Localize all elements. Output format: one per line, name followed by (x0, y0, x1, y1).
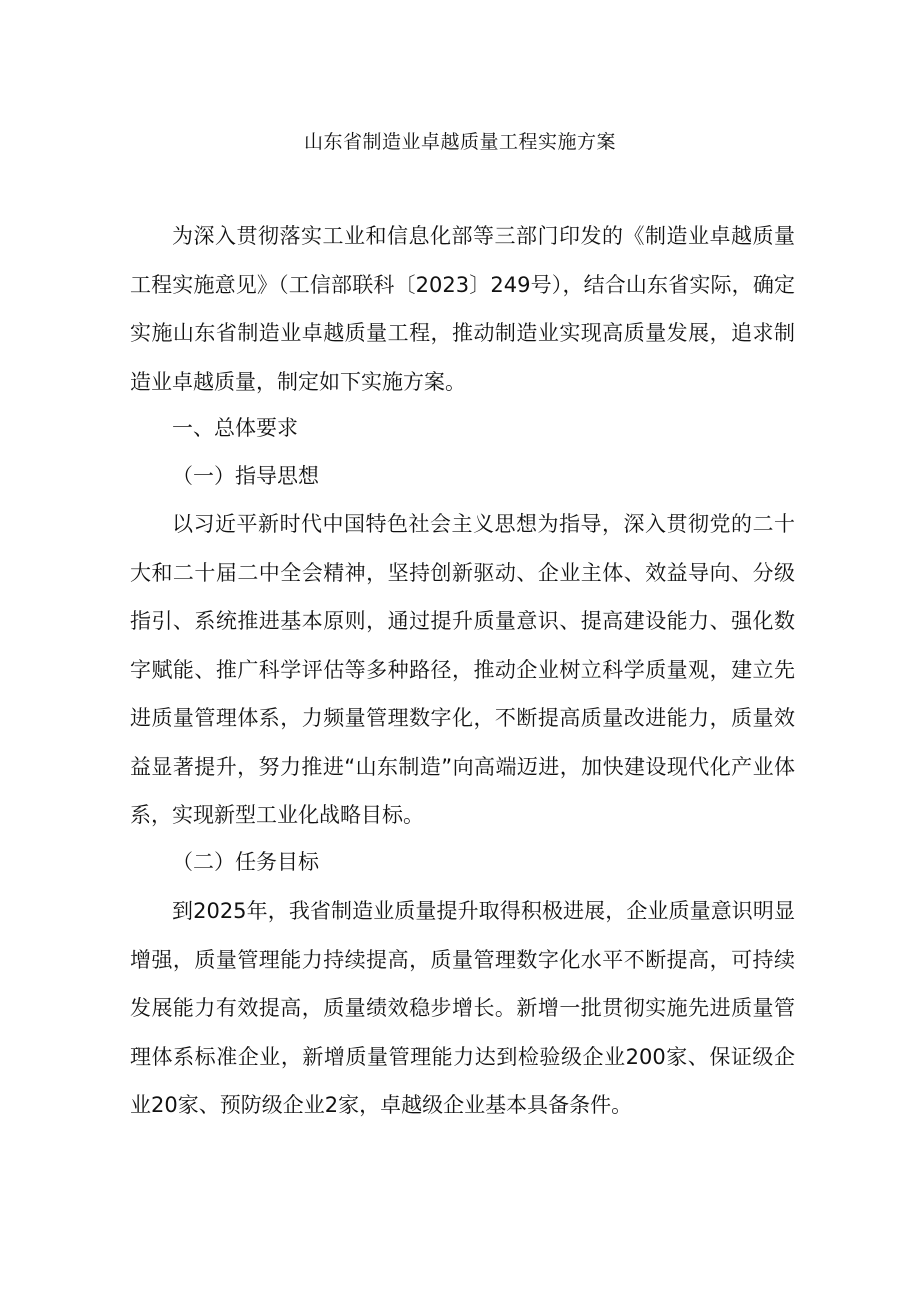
intro-paragraph: 为深入贯彻落实工业和信息化部等三部门印发的《制造业卓越质量工程实施意见》（工信部联科〔2023〕249号），结合山东省实际，确定实施山东省制造业卓越质量工程，推动制造业实现高质量发展，追求制造业卓越质量，制定如下实施方案。 (130, 224, 795, 394)
subsection-heading-task-goals: （二）任务目标 (172, 850, 319, 874)
document-title: 山东省制造业卓越质量工程实施方案 (303, 131, 616, 153)
subsection-heading-guiding-ideology: （一）指导思想 (172, 464, 319, 488)
task-goals-paragraph: 到2025年，我省制造业质量提升取得积极进展，企业质量意识明显增强，质量管理能力持续提高，质量管理数字化水平不断提高，可持续发展能力有效提高，质量绩效稳步增长。新增一批贯彻实施先进质量管理体系标准企业，新增质量管理能力达到检验级企业200家、保证级企业20家、预防级企业2家，卓越级企业基本具备条件。 (130, 899, 795, 1117)
guiding-ideology-paragraph: 以习近平新时代中国特色社会主义思想为指导，深入贯彻党的二十大和二十届二中全会精神，坚持创新驱动、企业主体、效益导向、分级指引、系统推进基本原则，通过提升质量意识、提高建设能力、强化数字赋能、推广科学评估等多种路径，推动企业树立科学质量观，建立先进质量管理体系，力频量管理数字化，不断提高质量改进能力，质量效益显著提升，努力推进“山东制造”向高端迈进，加快建设现代化产业体系，实现新型工业化战略目标。 (130, 512, 795, 827)
section-heading-general-requirements: 一、总体要求 (172, 416, 298, 440)
